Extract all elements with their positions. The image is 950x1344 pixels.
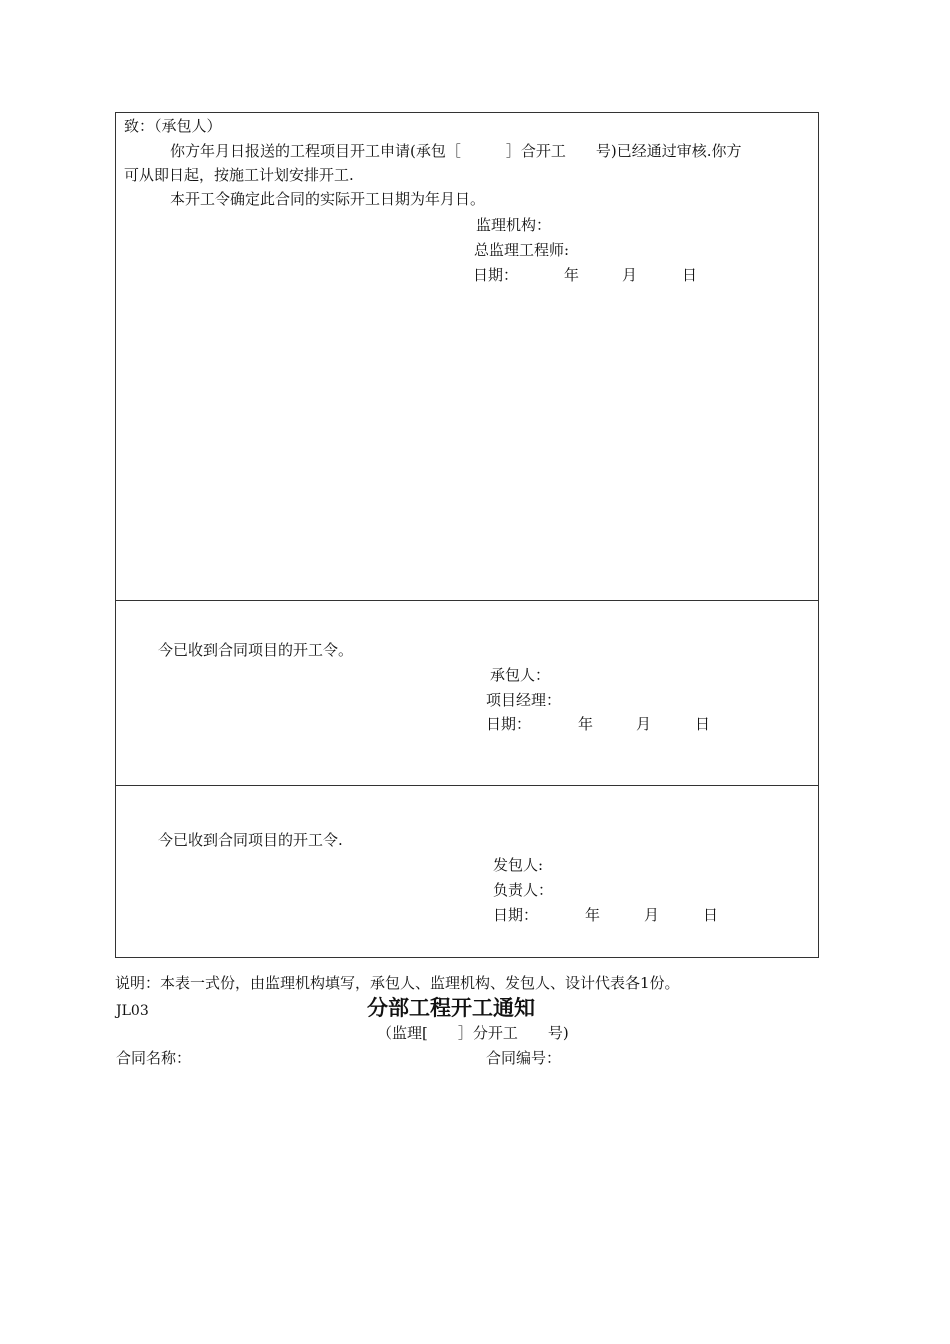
notice-paragraph-line-1: 你方年月日报送的工程项目开工申请(承包［ ］合开工 号)已经通过审核.你方: [170, 142, 742, 160]
section2-day-label: 日: [695, 715, 711, 733]
notice-paragraph-line-2: 可从即日起，按施工计划安排开工.: [124, 166, 354, 184]
row-divider-2: [115, 785, 819, 786]
section1-year-label: 年: [564, 266, 580, 284]
chief-engineer-label: 总监理工程师:: [474, 241, 570, 259]
section2-year-label: 年: [578, 715, 594, 733]
section3-month-label: 月: [644, 906, 660, 924]
contract-number-label: 合同编号：: [486, 1049, 562, 1067]
contractor-label: 承包人：: [490, 666, 551, 684]
section1-month-label: 月: [622, 266, 638, 284]
supervision-org-label: 监理机构：: [476, 216, 552, 234]
addressee-line: 致：（承包人）: [124, 117, 222, 135]
employer-receipt-text: 今已收到合同项目的开工令.: [158, 831, 343, 849]
document-number: （监理[ ］分开工 号): [377, 1024, 569, 1042]
project-manager-label: 项目经理：: [486, 691, 562, 709]
section1-date-label: 日期：: [473, 266, 519, 284]
section3-day-label: 日: [703, 906, 719, 924]
section2-date-label: 日期：: [486, 715, 532, 733]
contract-name-label: 合同名称：: [116, 1049, 192, 1067]
section3-date-label: 日期：: [493, 906, 539, 924]
section3-year-label: 年: [585, 906, 601, 924]
section1-day-label: 日: [682, 266, 698, 284]
start-date-paragraph: 本开工令确定此合同的实际开工日期为年月日。: [170, 190, 486, 208]
section2-month-label: 月: [636, 715, 652, 733]
form-note: 说明：本表一式份，由监理机构填写，承包人、监理机构、发包人、设计代表各1份。: [115, 974, 680, 992]
contractor-receipt-text: 今已收到合同项目的开工令。: [158, 641, 354, 659]
form-code: JL03: [116, 1003, 149, 1019]
employer-label: 发包人:: [493, 856, 544, 874]
document-title: 分部工程开工通知: [367, 996, 535, 1020]
responsible-person-label: 负责人：: [493, 881, 554, 899]
row-divider-1: [115, 600, 819, 601]
